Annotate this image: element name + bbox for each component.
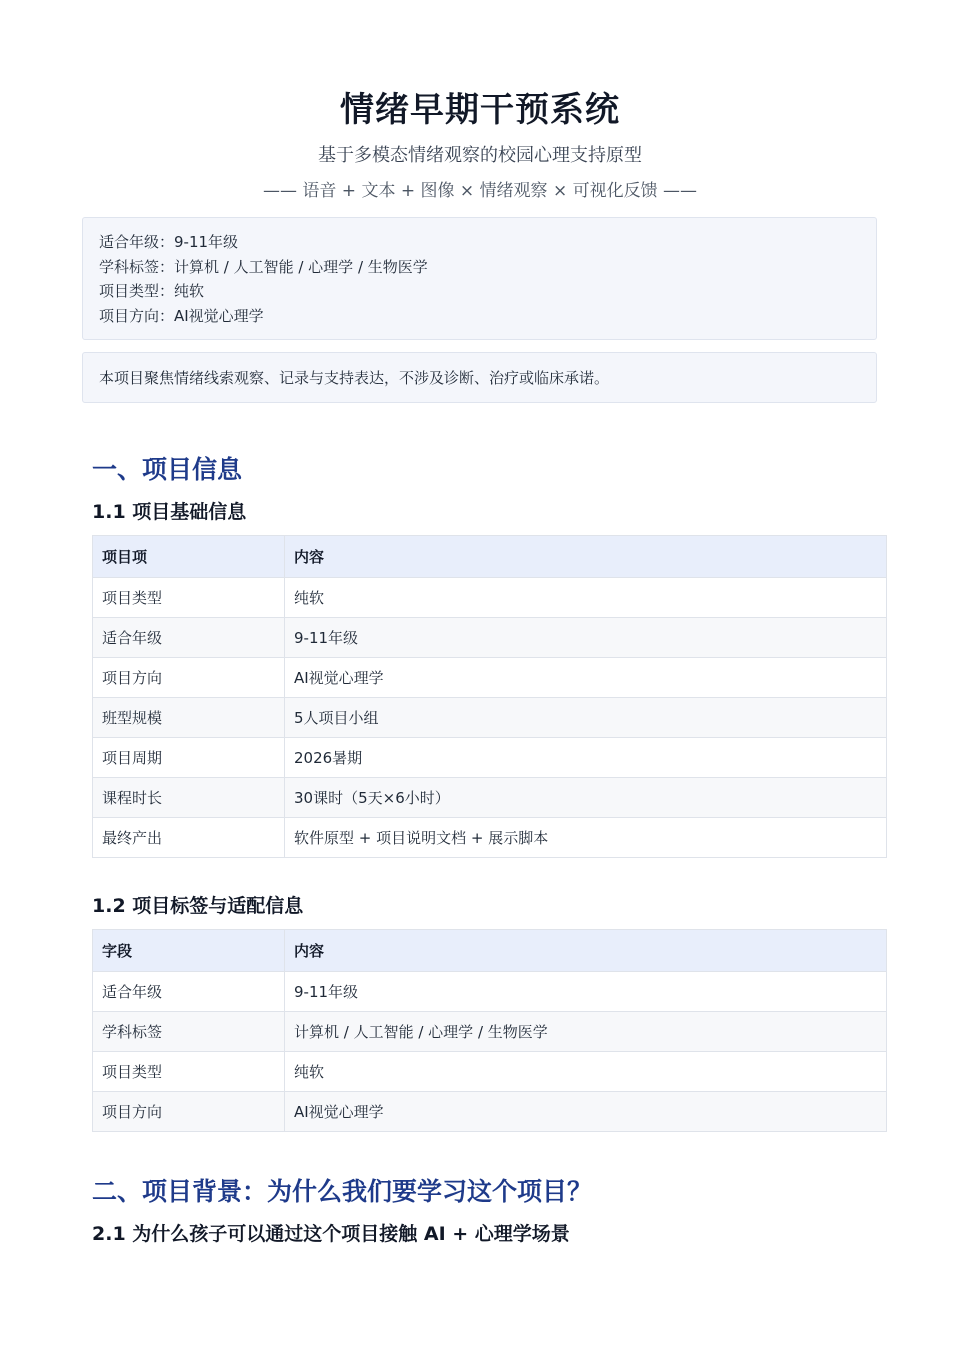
- summary-grade: 适合年级：9-11年级: [99, 233, 239, 251]
- document-tagline: —— 语音 + 文本 + 图像 × 情绪观察 × 可视化反馈 ——: [262, 181, 697, 201]
- project-tags-table: [92, 929, 887, 1132]
- row-value: 30课时（5天×6小时）: [285, 778, 887, 818]
- row-value: 纯软: [285, 1052, 887, 1092]
- table-row: [93, 578, 887, 618]
- row-label: 适合年级: [93, 618, 285, 658]
- row-label: 项目方向: [93, 658, 285, 698]
- table-row: [93, 1012, 887, 1052]
- table-header-row: [93, 930, 887, 972]
- project-summary-box: [82, 217, 877, 340]
- summary-direction: 项目方向：AI视觉心理学: [99, 306, 264, 325]
- project-basic-info-table: [92, 535, 887, 858]
- table-header-row: [93, 536, 887, 578]
- section-1-heading: 一、项目信息: [92, 455, 243, 484]
- row-label: 最终产出: [93, 818, 285, 858]
- section-2-heading: 二、项目背景：为什么我们要学习这个项目？: [92, 1177, 593, 1206]
- section-2-1-heading: 2.1 为什么孩子可以通过这个项目接触 AI + 心理学场景: [92, 1223, 570, 1245]
- table-row: [93, 778, 887, 818]
- row-value: AI视觉心理学: [285, 1092, 887, 1132]
- row-value: 5人项目小组: [285, 698, 887, 738]
- table-row: [93, 1092, 887, 1132]
- table-row: [93, 1052, 887, 1092]
- summary-type: 项目类型：纯软: [99, 282, 205, 300]
- row-value: 9-11年级: [285, 618, 887, 658]
- column-header: 项目项: [93, 536, 285, 578]
- column-header: 字段: [93, 930, 285, 972]
- row-value: 9-11年级: [285, 972, 887, 1012]
- row-value: 软件原型 + 项目说明文档 + 展示脚本: [285, 818, 887, 858]
- table-row: [93, 658, 887, 698]
- table-row: [93, 972, 887, 1012]
- row-label: 项目方向: [93, 1092, 285, 1132]
- section-1-2-heading: 1.2 项目标签与适配信息: [92, 895, 304, 917]
- row-label: 学科标签: [93, 1012, 285, 1052]
- table-row: [93, 818, 887, 858]
- row-label: 课程时长: [93, 778, 285, 818]
- row-label: 项目类型: [93, 578, 285, 618]
- table-row: [93, 738, 887, 778]
- row-label: 班型规模: [93, 698, 285, 738]
- row-label: 项目周期: [93, 738, 285, 778]
- document-title: 情绪早期干预系统: [340, 90, 620, 130]
- disclaimer-box: 本项目聚焦情绪线索观察、记录与支持表达，不涉及诊断、治疗或临床承诺。: [82, 352, 877, 403]
- row-value: 计算机 / 人工智能 / 心理学 / 生物医学: [285, 1012, 887, 1052]
- section-1-1-heading: 1.1 项目基础信息: [92, 501, 247, 523]
- document-subtitle: 基于多模态情绪观察的校园心理支持原型: [318, 145, 642, 166]
- table-row: [93, 698, 887, 738]
- row-value: 纯软: [285, 578, 887, 618]
- column-header: 内容: [285, 536, 887, 578]
- row-value: AI视觉心理学: [285, 658, 887, 698]
- row-value: 2026暑期: [285, 738, 887, 778]
- summary-subjects: 学科标签：计算机 / 人工智能 / 心理学 / 生物医学: [99, 257, 428, 276]
- row-label: 项目类型: [93, 1052, 285, 1092]
- table-row: [93, 618, 887, 658]
- column-header: 内容: [285, 930, 887, 972]
- row-label: 适合年级: [93, 972, 285, 1012]
